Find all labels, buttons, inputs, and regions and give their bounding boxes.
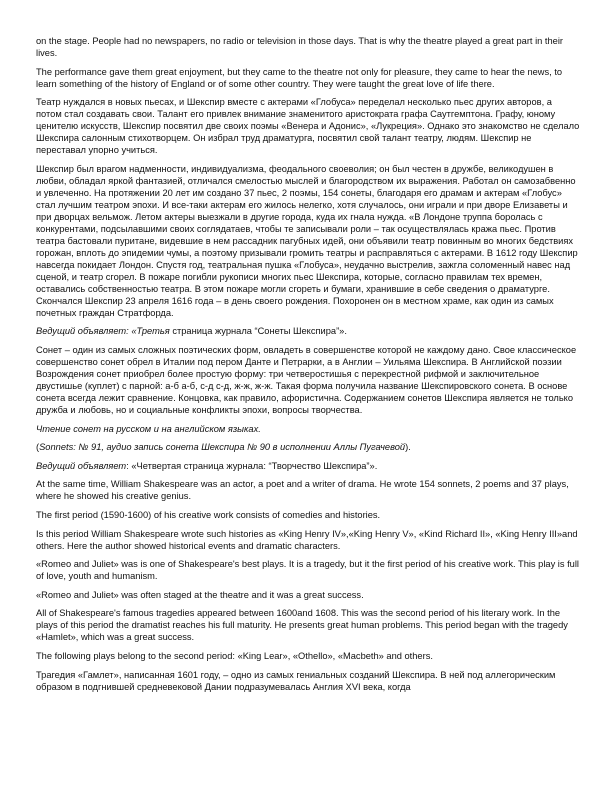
paren-open: (: [36, 442, 40, 453]
paragraph-fourth-page-announcement: [36, 460, 580, 472]
paragraph-actor-poet-writer: At the same time, William Shakespeare was an actor, a poet and a writer of drama. He wrote 154 sonnets, 2 poems and 37 plays, where he showed his creative genius.: [36, 479, 569, 502]
paren-close: ).: [405, 442, 411, 453]
paragraph-sonnet-form: Сонет – один из самых сложных поэтических форм, овладеть в совершенстве которой не каждому дано. Свое классическое совершенство сонет обрел в Италии под пером Данте и Петрарки, а в Англии – Уильяма Шекспира. В Английской поэзии Возрождения сонет приобрел более простую форму: три четверостишья с перекрестной рифмой и заключительное двустишье (куплет) с парной: а-б а-б, с-д с-д, ж-ж, ж-ж. Такая форма получила название Шекспировского сонета. В основе сонета всегда лежит сравнение. Концовка, как правило, афористична. Содержанием сонетов Шекспира является не только дружба и любовь, но и социальные конфликты эпохи, вопросы творчества.: [36, 344, 577, 415]
paragraph-shakespeare-character: Шекспир был врагом надменности, индивидуализма, феодального своеволия; он был честен в дружбе, великодушен в любви, обладал яркой фантазией, отличался смелостью мыслей и благородством их выражения. Работал он самозабвенно и увлеченно. На протяжении 20 лет им создано 37 пьес, 2 поэмы, 154 сонеты, благодаря его драмам и актерам «Глобус» стал лучшим театром эпохи. И все-таки актерам его жилось нелегко, хотя случалось, они играли и при дворе Елизаветы и при дворцах вельмож. Летом актеры выезжали в другие города, куда их гнала нужда. «В Лондоне труппа боролась с конкурентами, подсылавшими своих соглядатаев, чтобы те записывали роли – так осуществлялась кража пьес. Против театра бастовали пуритане, видевшие в нем рассадник пагубных идей, они объявили театр повинным во многих бедствиях горожан, вплоть до эпидемии чумы, а поэтому призывали громить театры и расправляться с актерами. В 1612 году Шекспир навсегда покидает Лондон. Спустя год, театральная пушка «Глобуса», неудачно выстрелив, зажгла соломенный навес над сценой, и театр сгорел. В пожаре погибли рукописи многих пьес Шекспира, которые, согласно правилам тех времен, оставались собственностью театра. В этом пожаре могли сгореть и бумаги, хранившие в себе сведения о драматурге. Скончался Шекспир 23 апреля 1616 года – в день своего рождения. Похоронен он в местном храме, как один из самых почетных граждан Стратфорда.: [36, 163, 578, 318]
paragraph-hamlet: Трагедия «Гамлет», написанная 1601 году, – одно из самых гениальных созданий Шекспира. В ней под аллегорическим образом в подгнившей средневековой Дании подразумевалась Англия XVI века, когда: [36, 669, 556, 692]
paragraph-sonnets-audio: [36, 441, 580, 453]
paragraph-sonnet-reading: Чтение сонет на русском и на английском языках.: [36, 423, 261, 434]
announcement-lead: Ведущий объявляет: [36, 460, 127, 471]
paragraph-tragedies: All of Shakespeare's famous tragedies appeared between 1600and 1608. This was the second period of his literary work. In the plays of this period the dramatist reaches his full maturity. He presents great human problems. This period began with the tragedy «Hamlet», which was a great success.: [36, 608, 568, 643]
paragraph-first-period: The first period (1590-1600) of his creative work consists of comedies and histories.: [36, 509, 381, 520]
sonnets-audio-text: Sonnets: № 91, аудио запись сонета Шекспира № 90 в исполнении Аллы Пугачевой: [39, 442, 406, 453]
paragraph-romeo-juliet: «Romeo and Juliet» was is one of Shakespeare's best plays. It is a tragedy, but it the first period of his creative work. This play is full of love, youth and humanism.: [36, 559, 579, 582]
announcement-text: страница журнала “Сонеты Шекспира”».: [169, 326, 347, 337]
paragraph-stage-news: on the stage. People had no newspapers, no radio or television in those days. That is why the theatre played a great part in their lives.: [36, 36, 563, 58]
paragraph-histories: Is this period William Shakespeare wrote such histories as «King Henry IV»,«King Henry V», «Kind Richard II», «King Henry III»and others. Here the author showed historical events and dramatic characters.: [36, 528, 578, 551]
paragraph-third-page-announcement: [36, 325, 580, 337]
paragraph-globe-new-plays: Театр нуждался в новых пьесах, и Шекспир вместе с актерами «Глобуса» переделал несколько пьес других авторов, а потом стал создавать свои. Талант его привлек внимание знаменитого аристократа графа Саутгемптона. Графу, юному ценителю искусств, Шекспир посвятил две своих поэмы «Венера и Адонис», «Лукреция». Однако это знакомство не сделало Шекспира салонным стихотворцем. Он избрал труд драматурга, посвятил свой талант театру, людям. Шекспир не переставал упорно учиться.: [36, 97, 580, 156]
paragraph-romeo-juliet-success: «Romeo and Juliet» was often staged at the theatre and it was a great success.: [36, 589, 364, 600]
paragraph-performance-enjoyment: The performance gave them great enjoyment, but they came to the theatre not only for pleasure, they came to hear the news, to learn something of the history of England or of some other country. They were taught the great love of life there.: [36, 66, 563, 89]
announcement-text: : «Четвертая страница журнала: “Творчество Шекспира”».: [126, 460, 378, 471]
announcement-lead: Ведущий объявляет: «Третья: [36, 326, 170, 337]
paragraph-second-period-plays: The following plays belong to the second period: «King Lear», «Othello», «Macbeth» and others.: [36, 650, 433, 661]
document-page: [36, 35, 580, 699]
